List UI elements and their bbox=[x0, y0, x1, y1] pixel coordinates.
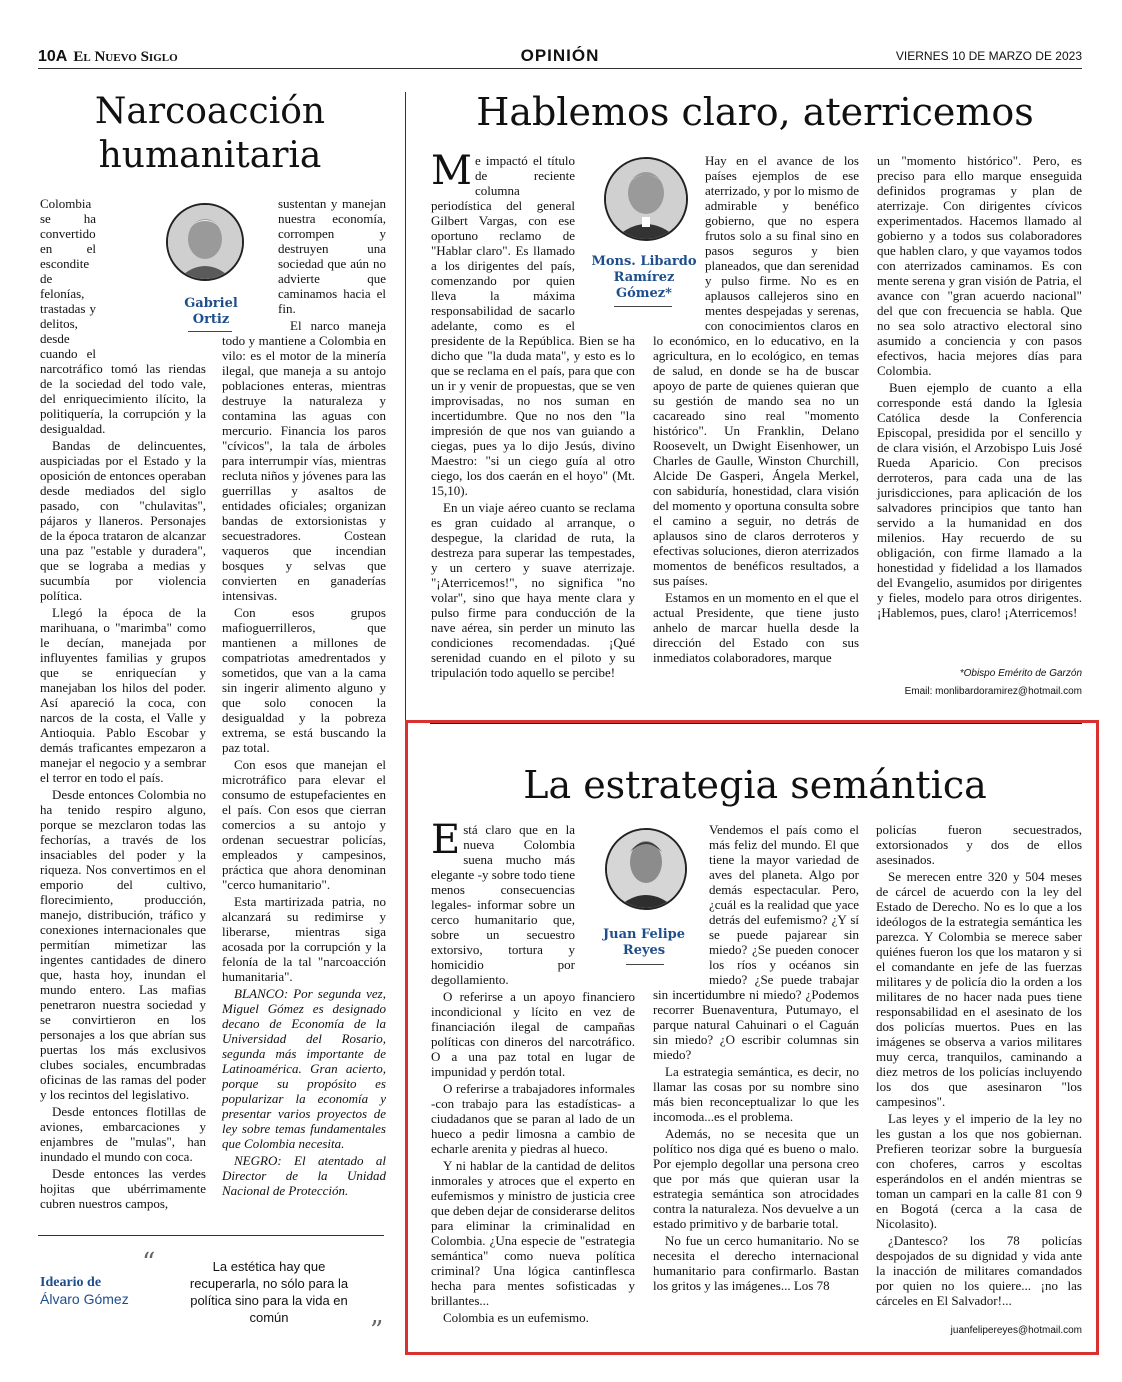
paragraph: El narco maneja todo y mantiene a Colombia en vilo: es el motor de la minería ilegal, que maneja a su antojo poblaciones enteras, mientras destruye la naturaleza y contamina las aguas con mercurio. Financia los paros "cívicos", la tala de árboles para interrumpir vías, mientras recluta niños y jóvenes para las guerrillas y asaltos de entidades oficiales; organizan bandas de extorsionistas y secuestradores. Costean vaqueros que incendian bosques y selvas que convierten en ganaderías intensivas. bbox=[222, 318, 386, 603]
paragraph: No fue un cerco humanitario. No se necesita el derecho internacional humanitario para confirmarlo. Bastan los gritos y las imágenes... Los 78 bbox=[653, 1233, 859, 1293]
paragraph: O referirse a un apoyo financiero incondicional y lícito en vez de financiación ilegal de campañas políticas con dineros del narcotráfico. O a una paz total en lugar de impunidad y perdón total. bbox=[431, 989, 635, 1079]
paragraph: NEGRO: El atentado al Director de la Unidad Nacional de Protección. bbox=[222, 1153, 386, 1198]
paragraph: Desde entonces las verdes hojitas que ubérrimamente cubren nuestros campos, bbox=[40, 1166, 206, 1211]
paragraph: En un viaje aéreo cuanto se reclama es gran cuidado al arranque, o despegue, la claridad de ruta, la destreza para superar las tempestades, y un certero y suave aterrizaje. "¡Aterricemos!", no significa "no volar", sino que haya mente clara y pulso firme para conducción de la nave aérea, sin perder un minuto las condiciones recomendadas. ¡Qué serenidad cuando en el piloto y su tripulación todo aquello se percibe! bbox=[431, 500, 635, 680]
drop-cap: M bbox=[431, 148, 472, 194]
paragraph: Hay en el avance de los países ejemplos de ese aterrizado, y por lo mismo de admirable y benéfico gobierno, que no espera frutos solo a su final sino en pasos seguros y bien planeados, que dan serenidad y pulso firme. No es en aplausos callejeros sino en mentes despejadas y serenas, con conocimientos claros en lo económico, en lo educativo, en la agricultura, en lo ecológico, en temas de salud, en donde se ha de buscar apoyo de parte de quienes quieran que su gestión de mando sea no un cacareado sino real "momento histórico". Un Franklin, Delano Roosevelt, un Dwight Eisenhower, un Charles de Gaulle, Winston Churchill, Alcide De Gasperi, Ángela Merkel, con sabiduría, honestidad, clara visión del momento y oportuna consulta sobre el camino a seguir, no detrás de aplausos sino de claros derroteros y efectivas soluciones, dieron aterrizados momentos de benéficos resultados, a sus países. bbox=[653, 153, 859, 588]
paragraph: un "momento histórico". Pero, es preciso para ello marque enseguida definidos programas y plan de aterrizaje. Con dirigentes cívicos experimentados. Hacemos llamado al gobierno y a todos sus colaboradores que hablen claro, y que vayamos todos con aterrizados caminamos. Es con mente serena y gran visión de Patria, el avance con "gran acuerdo nacional" del que con frecuencia se habla. Que no sea solo atractivo electoral sino asumido a conciencia y con pasos efectivos, hacia mejores días para Colombia. bbox=[877, 153, 1082, 378]
paragraph: La estrategia semántica, es decir, no llamar las cosas por su nombre sino más bien reconceptualizar lo que les incomoda...es el problema. bbox=[653, 1064, 859, 1124]
ideario-title: Ideario de bbox=[40, 1275, 102, 1290]
paragraph: Vendemos el país como el más feliz del mundo. El que tiene la mayor variedad de aves del planeta. Algo por demás espectacular. Pero, ¿cuál es la realidad que yace detrás del eufemismo? ¿Y sí se puede pajarear sin miedo? ¿Se pueden conocer los ríos y océanos sin miedo? ¿Se puede trabajar sin incertidumbre ni miedo? ¿Podemos recorrer Buenaventura, Putumayo, el parque natural Cahuinari o el Caguán sin miedo? ¿O escribir columnas sin miedo? bbox=[653, 822, 859, 1062]
article1-column-1 bbox=[40, 196, 206, 1213]
article2-title: Hablemos claro, aterricemos bbox=[476, 90, 1034, 134]
paragraph: Desde entonces flotillas de aviones, embarcaciones y enjambres de "mulas", han inundado el mundo con coca. bbox=[40, 1104, 206, 1164]
paragraph: BLANCO: Por segunda vez, Miguel Gómez es designado decano de Economía de la Universidad del Rosario, segunda más importante de Latinoamérica. Gran acierto, porque su propósito es popularizar la economía y presentar varios proyectos de ley sobre temas fundamentales que Colombia necesita. bbox=[222, 986, 386, 1151]
paragraph: O referirse a trabajadores informales -con trabajo para las estadísticas- a ciudadanos que se paran al lado de un hueco a pedir limosna a cambio de echarle arenita y piedras al hueco. bbox=[431, 1081, 635, 1156]
section-title: OPINIÓN bbox=[520, 46, 600, 65]
paragraph: Bandas de delincuentes, auspiciadas por el Estado y la oposición de entonces operaban desde mediados del siglo pasado, con "chulavitas", pájaros y llaneros. Personajes de la época trataron de alcanzar una paz "estable y duradera", que se lograba a medias y sucumbía por violencia política. bbox=[40, 438, 206, 603]
author-footnote: *Obispo Emérito de Garzón bbox=[959, 668, 1082, 679]
article2-author: Mons. Libardo Ramírez Gómez* bbox=[591, 254, 697, 301]
publication-name: El Nuevo Siglo bbox=[73, 49, 178, 65]
paragraph: Y ni hablar de la cantidad de delitos inmorales y atroces que el experto en eufemismos y ministro de justicia cree que deben dejar de considerarse delitos para eliminar la criminalidad en Colombia. ¿Una especie de "estrategia semántica" como nueva política criminal? Una lógica cantinflesca hecha para mentes sofisticadas y brillantes... bbox=[431, 1158, 635, 1308]
drop-cap: E bbox=[431, 817, 461, 863]
paragraph: Con esos que manejan el microtráfico para elevar el consumo de estupefacientes en el país. Con esos que cierran comercios a su antojo y ordenan secuestrar policías, empleados y campesinos, práctica que ahora denominan "cerco humanitario". bbox=[222, 757, 386, 892]
author-email: Email: monlibardoramirez@hotmail.com bbox=[904, 686, 1082, 697]
article3-author: Juan Felipe Reyes bbox=[602, 927, 686, 958]
article2-column-3 bbox=[877, 153, 1082, 622]
paragraph: Con esos grupos mafioguerrilleros, que mantienen a millones de compatriotas amedrentados y sometidos, que van a la cama sin ingerir alimento alguno y que solo conocen la desigualdad y la pobreza extrema, se está buscando la paz total. bbox=[222, 605, 386, 755]
ideario-quote: La estética hay que recuperarla, no sólo para la política sino para la vida en común bbox=[189, 1259, 349, 1325]
paragraph: Me impactó el título de reciente columna periodística del general Gilbert Vargas, con ese oportuno reclamo de "Hablar claro". Es llamado a los dirigentes del país, comenzando por quien lleva la máxima responsabilidad de sacarlo adelante, como es el presidente de la República. Bien se ha dicho que "la duda mata", y esto es lo que se reclama en el país, para que con un ir y venir de propuestas, que se ven improvisadas, no nos suman en incertidumbre. Que no nos den "la impresión de que nos van guiando a ciegas, pues ya lo dijo Jesús, divino Maestro: "si un ciego guía al otro ciego, los dos caerán en el hoyo" (Mt. 15,10). bbox=[431, 148, 635, 498]
paragraph: Buen ejemplo de cuanto a ella corresponde está dando la Iglesia Católica desde la Conferencia Episcopal, presidida por el sencillo y de clara visión, el Arzobispo Luis José Rueda Aparicio. Con precisos derroteros, para cada una de las jurisdicciones, para aplicación de los salvadores principios que tanto han servido a la humanidad en dos milenios. Hay recuerdo de su obligación, con firme llamado a la honestidad y fidelidad a los llamados del Evangelio, asumidos por dirigentes y fieles, modelo para otros dirigentes. ¡Hablemos, pues, claro! ¡Aterricemos! bbox=[877, 380, 1082, 620]
article2-column-2 bbox=[653, 153, 859, 667]
issue-date: VIERNES 10 DE MARZO DE 2023 bbox=[895, 49, 1082, 63]
ideario-author: Álvaro Gómez bbox=[40, 1291, 129, 1307]
paragraph: Esta martirizada patria, no alcanzará su redimirse y liberarse, mientras siga acosada por la corrupción y la felonía de la tal "narcoacción humanitaria". bbox=[222, 894, 386, 984]
page-number: 10A El Nuevo Siglo bbox=[38, 48, 178, 65]
article3-title: La estrategia semántica bbox=[523, 763, 987, 807]
paragraph: Colombia se ha convertido en el escondite de felonías, trastadas y delitos, desde cuando el narcotráfico tomó las riendas de la sociedad del todo vale, del enriquecimiento ilícito, la politiquería, la corrupción y la desigualdad. bbox=[40, 196, 206, 436]
paragraph: Además, no se necesita que un político nos diga qué es bueno o malo. Por ejemplo degollar una persona creo que por más que quieran usar la estrategia semántica son atrocidades contra la naturaleza. Nos devuelve a un estado primitivo y de barbarie total. bbox=[653, 1126, 859, 1231]
open-quote-icon: “ bbox=[142, 1248, 156, 1278]
ideario-divider bbox=[38, 1235, 384, 1236]
paragraph: Llegó la época de la marihuana, o "marimba" como le decían, manejada por influyentes familias y grupos que se enriquecían y manejaban los hilos del poder. Así apareció la coca, con narcos de la costa, el Valle y Antioquia. Pablo Escobar y demás traficantes empezaron a manejar el negocio y a sembrar el terror en todo el país. bbox=[40, 605, 206, 785]
article1-title: Narcoacción humanitaria bbox=[94, 91, 326, 176]
paragraph: ¿Dantesco? los 78 policías despojados de su dignidad y vida ante la inacción de militares comandados por quien no los quiere... ¡no las cárceles en El Salvador!... bbox=[876, 1233, 1082, 1308]
article1-column-2 bbox=[222, 196, 386, 1200]
close-quote-icon: ” bbox=[370, 1316, 384, 1346]
paragraph: Estamos en un momento en el que el actual Presidente, que tiene justo anhelo de marcar huella desde la dirección del Estado con sus inmediatos colaboradores, marque bbox=[653, 590, 859, 665]
ideario-label bbox=[40, 1274, 129, 1308]
paragraph: Se merecen entre 320 y 504 meses de cárcel de acuerdo con la ley del Estado de Derecho. No es lo que a los ideólogos de la estrategia semántica les parezca. Y Colombia se merece saber quiénes fueron los que los mataron y si el comandante en jefe de las fuerzas militares y de policía dio la orden a los militares de no hacer nada pues tiene responsabilidad en el asesinato de los dos policías muertos. Pues en las imágenes se observa a varios militares muy cerca, tranquilos, caminando a diez metros de los policías incluyendo los dos que asesinaron "los campesinos". bbox=[876, 869, 1082, 1109]
article3-column-1 bbox=[431, 817, 635, 1327]
paragraph: policías fueron secuestrados, extorsionados y dos de ellos asesinados. bbox=[876, 822, 1082, 867]
article2-column-1 bbox=[431, 148, 635, 682]
paragraph: sustentan y manejan nuestra economía, corrompen y destruyen una sociedad que aún no advierte que caminamos hacia el fin. bbox=[278, 196, 386, 316]
paragraph: Colombia es un eufemismo. bbox=[443, 1310, 589, 1325]
page-header bbox=[38, 46, 1082, 69]
article3-column-2 bbox=[653, 822, 859, 1295]
paragraph: Está claro que en la nueva Colombia suena mucho más elegante -y sobre todo tiene menos consecuencias legales- informar sobre un cerco humanitario que, sobre un secuestro extorsivo, tortura y homicidio por degollamiento. bbox=[431, 817, 575, 987]
article1-author: Gabriel Ortiz bbox=[184, 296, 238, 327]
paragraph: Las leyes y el imperio de la ley no les gustan a los que nos gobiernan. Prefieren teorizar sobre la burguesía con choferes, carros y escoltas esperándolos en el andén mientras se toman un campari en la calle 81 con 9 en Bogotá (cerca a la casa de Nicolasito). bbox=[876, 1111, 1082, 1231]
paragraph: Desde entonces Colombia no ha tenido respiro alguno, porque se mezclaron todas las fechorías, a través de los insaciables del poder y la riqueza. Nos convertimos en el emporio del cultivo, florecimiento, producción, manejo, distribución, tráfico y conexiones internacionales que permitían mimetizar las ingentes cantidades de dinero que, hasta hoy, inundan el mundo entero. Las mafias penetraron nuestra sociedad y se convirtieron en los personajes a los que abrían sus puertas los más exclusivos clubes sociales, encumbradas oficinas de las ramas del poder y los recintos del legislativo. bbox=[40, 787, 206, 1102]
article3-column-3 bbox=[876, 822, 1082, 1310]
author-email: juanfelipereyes@hotmail.com bbox=[950, 1325, 1082, 1336]
